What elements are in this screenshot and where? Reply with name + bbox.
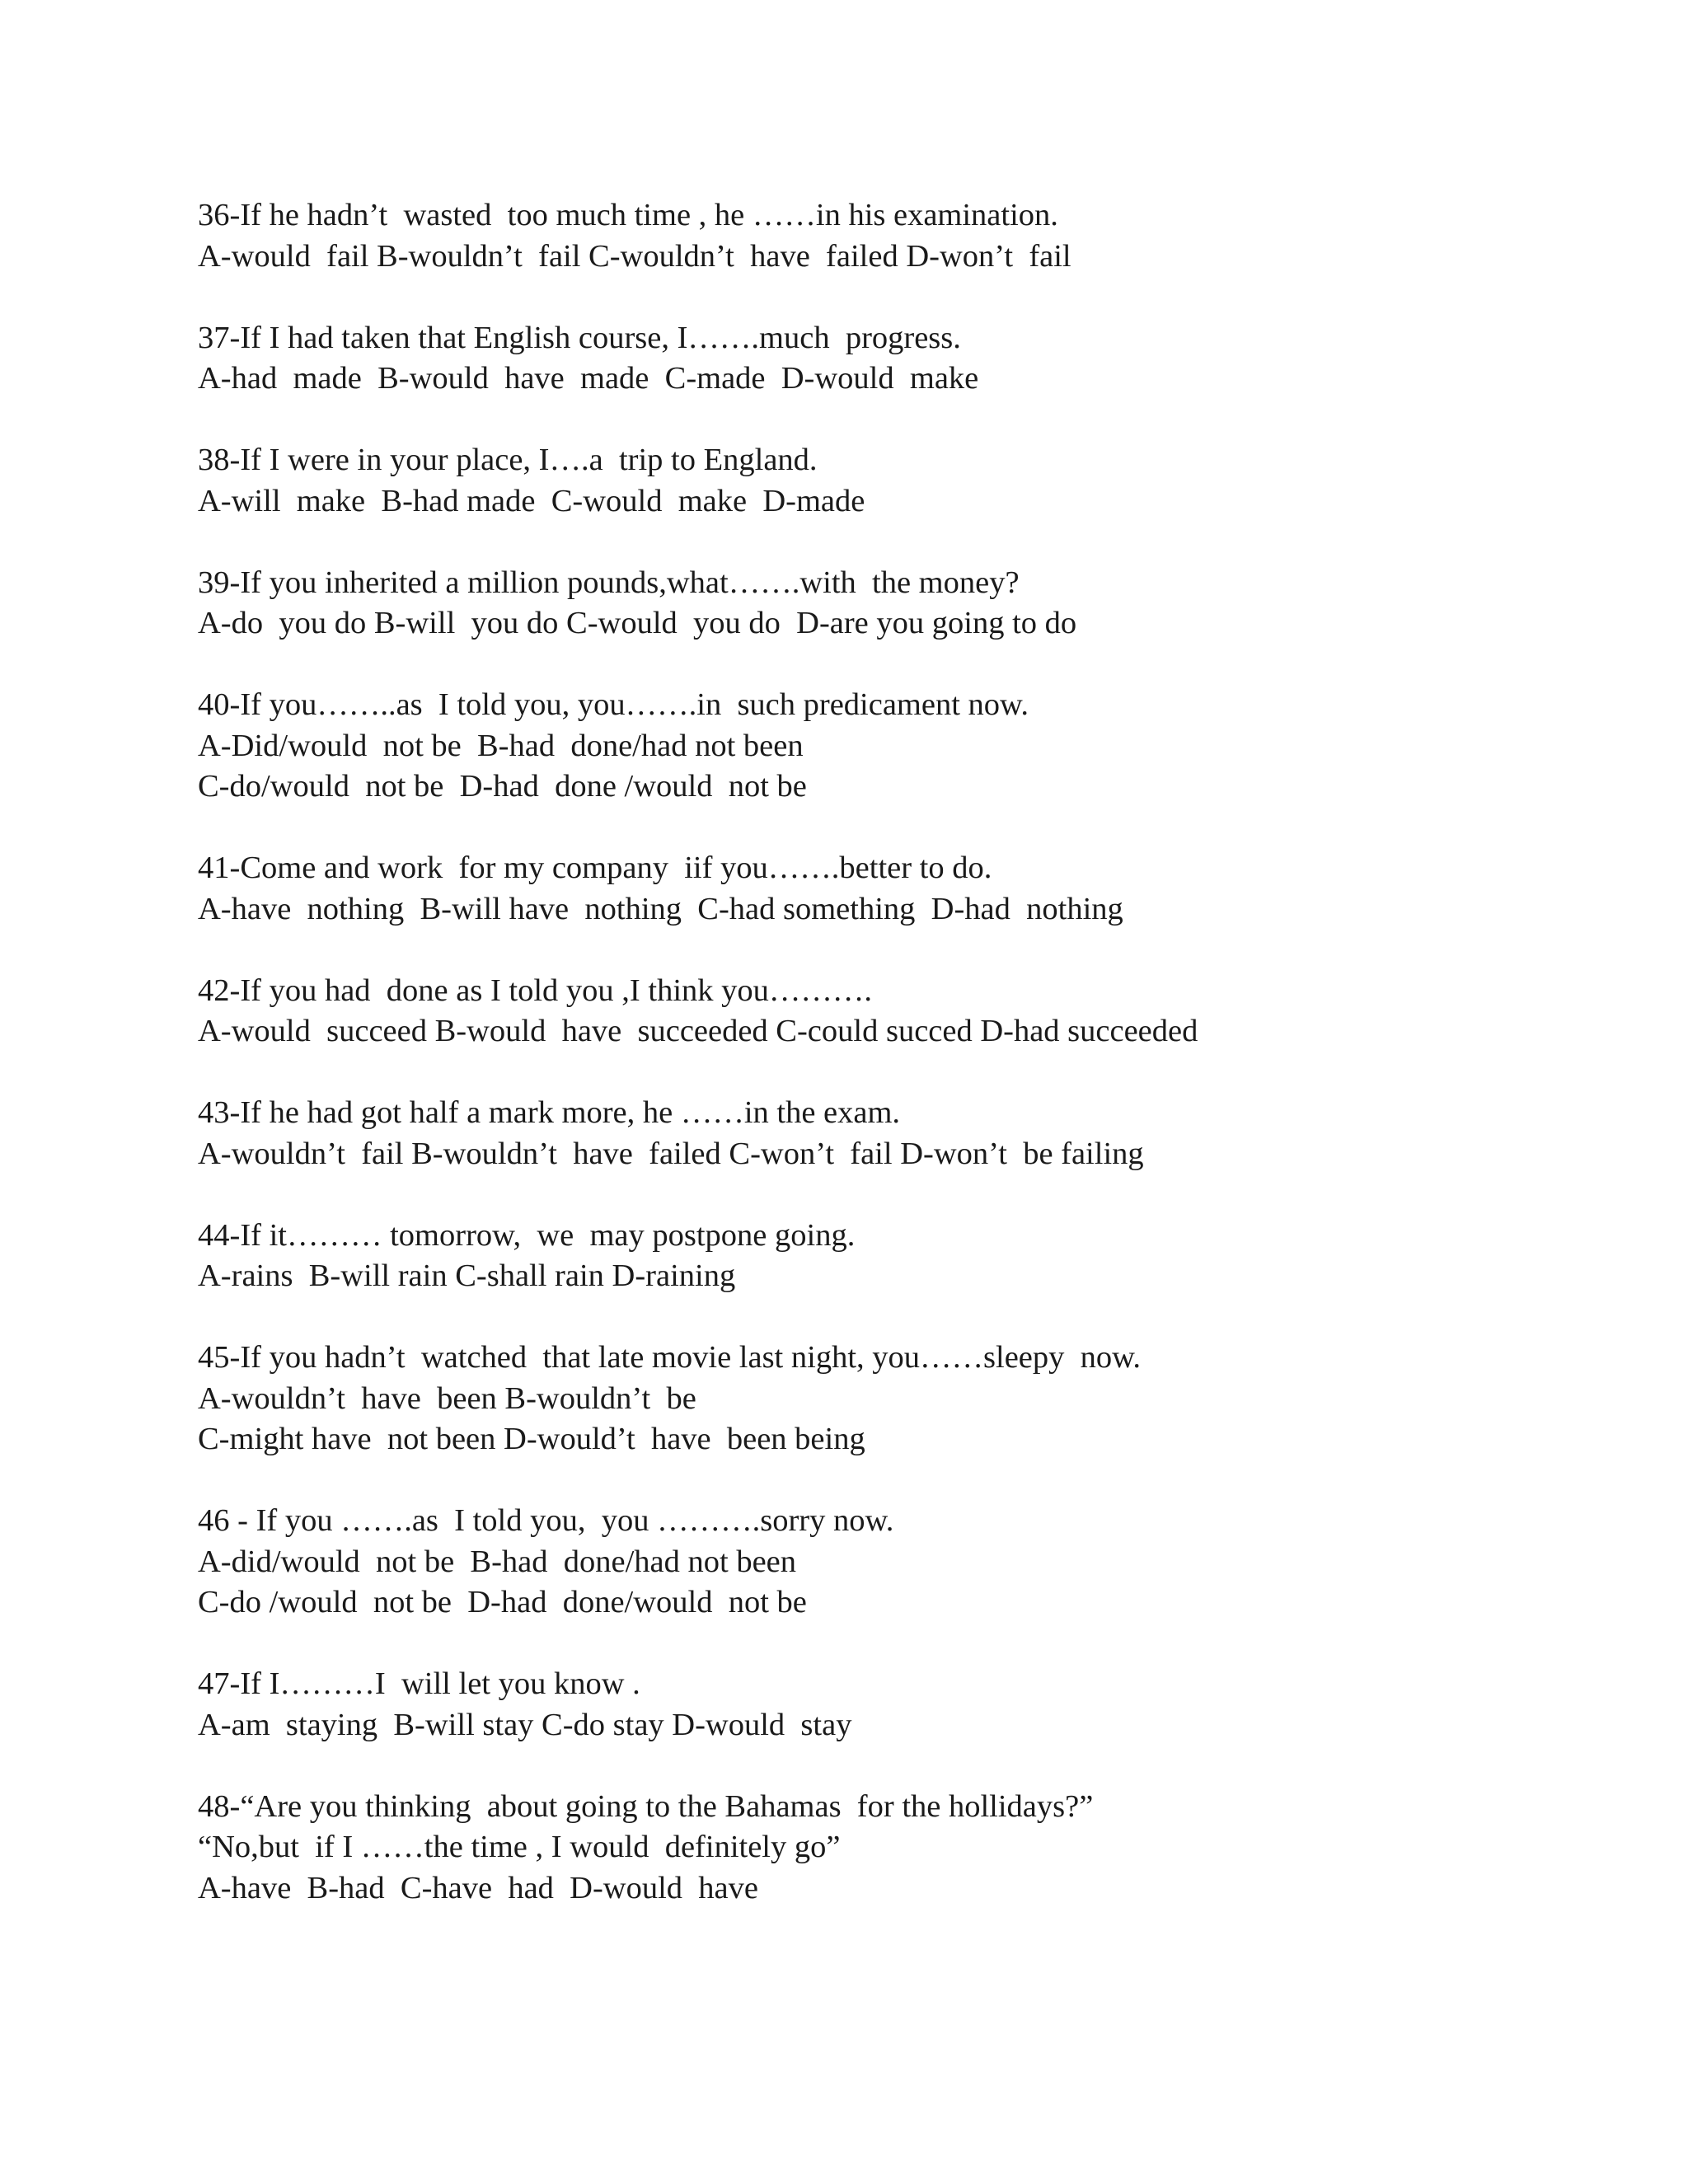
question-45 [198,1338,1648,1460]
question-stem: 46 - If you …….as I told you, you ……….sorry now. [198,1503,894,1538]
question-stem: 40-If you……..as I told you, you…….in such predicament now. [198,687,1029,722]
question-41 [198,848,1648,930]
question-47 [198,1664,1648,1746]
question-stem: 41-Come and work for my company iif you…….better to do. [198,851,992,885]
question-options: A-wouldn’t fail B-wouldn’t have failed C-won’t fail D-won’t be failing [198,1136,1144,1171]
question-38 [198,440,1648,522]
question-37 [198,318,1648,400]
question-options: A-do you do B-will you do C-would you do D-are you going to do [198,606,1077,640]
question-options: A-have nothing B-will have nothing C-had something D-had nothing [198,891,1123,926]
question-stem: 36-If he hadn’t wasted too much time , he ……in his examination. [198,198,1058,232]
question-list [198,195,1648,1950]
question-options: A-will make B-had made C-would make D-made [198,483,865,518]
question-40 [198,685,1648,808]
question-options: A-have B-had C-have had D-would have [198,1870,758,1905]
question-43 [198,1093,1648,1174]
question-36 [198,195,1648,277]
question-options: C-might have not been D-would’t have been being [198,1422,865,1456]
question-stem: 43-If he had got half a mark more, he ……in the exam. [198,1095,901,1130]
question-options: A-wouldn’t have been B-wouldn’t be [198,1380,696,1416]
question-stem: 47-If I………I will let you know . [198,1666,640,1701]
question-stem: 42-If you had done as I told you ,I think you………. [198,972,873,1008]
question-options: A-had made B-would have made C-made D-would make [198,361,979,396]
question-44 [198,1216,1648,1297]
question-options: A-did/would not be B-had done/had not been [198,1544,797,1579]
question-42 [198,971,1648,1052]
question-stem: 44-If it……… tomorrow, we may postpone going. [198,1217,856,1253]
question-39 [198,563,1648,644]
question-options: A-Did/would not be B-had done/had not been [198,728,804,763]
question-stem: 39-If you inherited a million pounds,what…….with the money? [198,565,1020,600]
question-options: C-do /would not be D-had done/would not be [198,1585,807,1619]
question-48 [198,1787,1648,1910]
question-options: C-do/would not be D-had done /would not be [198,769,807,804]
question-options: A-would succeed B-would have succeeded C-could succed D-had succeeded [198,1014,1198,1048]
question-options: A-rains B-will rain C-shall rain D-raining [198,1258,736,1293]
question-stem: 38-If I were in your place, I….a trip to England. [198,443,818,477]
question-options: A-am staying B-will stay C-do stay D-would stay [198,1707,852,1742]
question-answer-line: “No,but if I ……the time , I would definitely go” [198,1830,841,1864]
question-stem: 48-“Are you thinking about going to the Bahamas for the hollidays?” [198,1788,1094,1824]
question-stem: 45-If you hadn’t watched that late movie last night, you……sleepy now. [198,1340,1142,1375]
question-options: A-would fail B-wouldn’t fail C-wouldn’t have failed D-won’t fail [198,238,1071,274]
question-stem: 37-If I had taken that English course, I…….much progress. [198,320,961,355]
question-46 [198,1501,1648,1624]
